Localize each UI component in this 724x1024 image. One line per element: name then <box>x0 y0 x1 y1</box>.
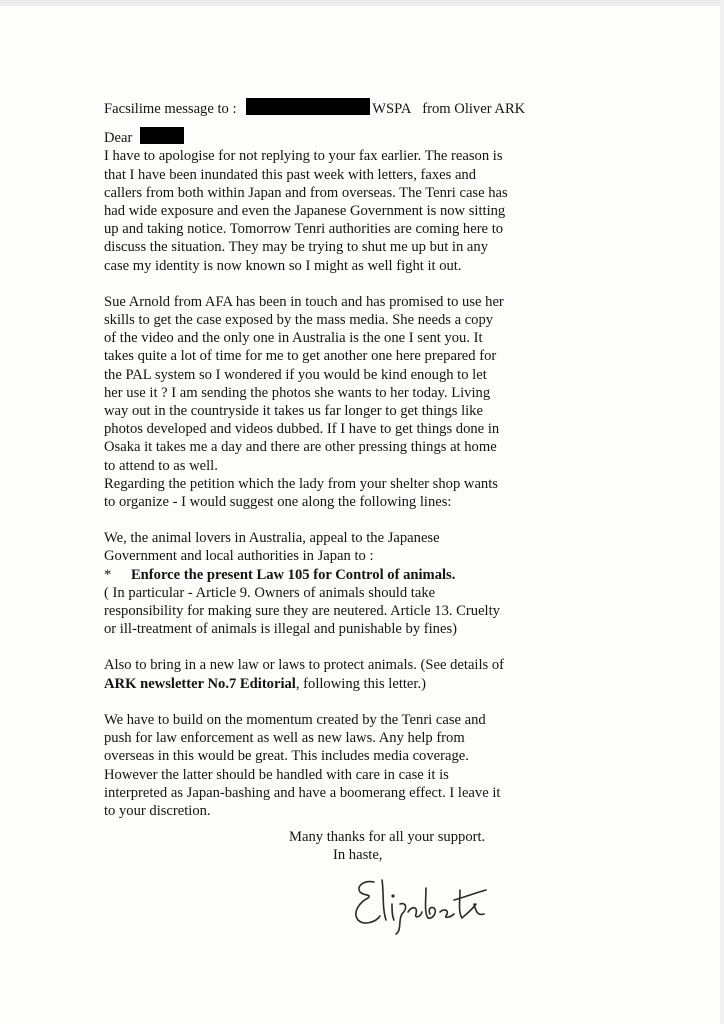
paragraph-5 <box>104 584 624 639</box>
text-line: up and taking notice. Tomorrow Tenri authorities are coming here to <box>104 221 504 238</box>
paragraph-7 <box>104 711 624 820</box>
text-line: overseas in this would be great. This includes media coverage. <box>104 748 469 765</box>
paragraph-4 <box>104 529 624 565</box>
letter-body <box>104 98 624 865</box>
bullet-marker: * <box>104 566 112 583</box>
text-line: Government and local authorities in Japan to : <box>104 548 374 565</box>
redacted-recipient <box>246 98 370 115</box>
text-line: However the latter should be handled with care in case it is <box>104 766 449 783</box>
fax-header-from: from Oliver ARK <box>422 101 526 117</box>
text-line: her use it ? I am sending the photos she wants to her today. Living <box>104 384 491 401</box>
text-line: to attend to as well. <box>104 457 218 474</box>
text-line: skills to get the case exposed by the mass media. She needs a copy <box>104 312 494 329</box>
scan-edge-top <box>0 0 724 6</box>
text-line: responsibility for making sure they are neutered. Article 13. Cruelty <box>104 603 500 620</box>
text-line: interpreted as Japan-bashing and have a boomerang effect. I leave it <box>104 784 501 801</box>
fax-header <box>104 98 624 118</box>
fax-header-prefix: Facsilime message to : <box>104 101 237 117</box>
text-line: to your discretion. <box>104 802 211 819</box>
text-fragment: , following this letter.) <box>295 675 426 692</box>
text-line: Osaka it takes me a day and there are other pressing things at home <box>104 439 497 456</box>
text-line: the PAL system so I wondered if you would be kind enough to let <box>104 366 487 383</box>
newsletter-reference: ARK newsletter No.7 Editorial <box>104 675 296 692</box>
text-line: case my identity is now known so I might as well fight it out. <box>104 257 462 274</box>
paragraph-1 <box>104 147 624 274</box>
redacted-name <box>140 127 184 144</box>
text-line: to organize - I would suggest one along the following lines: <box>104 494 452 511</box>
bullet-line <box>104 566 624 584</box>
closing-thanks: Many thanks for all your support. <box>289 829 486 846</box>
text-line: callers from both within Japan and from overseas. The Tenri case has <box>104 184 508 201</box>
text-line: We, the animal lovers in Australia, appeal to the Japanese <box>104 530 440 547</box>
fax-header-org: WSPA <box>372 101 411 117</box>
paragraph-6 <box>104 656 624 692</box>
text-line: I have to apologise for not replying to your fax earlier. The reason is <box>104 148 503 165</box>
text-line: way out in the countryside it takes us far longer to get things like <box>104 403 483 420</box>
salutation: Dear <box>104 130 133 147</box>
text-line: had wide exposure and even the Japanese Government is now sitting <box>104 203 506 220</box>
bullet-text: Enforce the present Law 105 for Control of animals. <box>130 566 456 583</box>
text-line: ( In particular - Article 9. Owners of animals should take <box>104 584 436 601</box>
text-line: of the video and the only one in Australia is the one I sent you. It <box>104 330 483 347</box>
text-line: photos developed and videos dubbed. If I have to get things done in <box>104 421 500 438</box>
scan-edge-right <box>720 0 724 1024</box>
text-line: or ill-treatment of animals is illegal and punishable by fines) <box>104 621 457 638</box>
paragraph-2 <box>104 293 624 475</box>
salutation-line <box>104 127 624 147</box>
text-line <box>104 675 624 693</box>
text-line: We have to build on the momentum created by the Tenri case and <box>104 711 486 728</box>
text-line: push for law enforcement as well as new laws. Any help from <box>104 730 465 747</box>
text-line: Also to bring in a new law or laws to protect animals. (See details of <box>104 657 505 674</box>
text-line: takes quite a lot of time for me to get another one here prepared for <box>104 348 497 365</box>
text-line: discuss the situation. They may be trying to shut me up but in any <box>104 239 488 256</box>
handwritten-signature <box>346 868 526 938</box>
closing-haste: In haste, <box>333 847 383 864</box>
paragraph-3 <box>104 475 624 511</box>
text-line: Sue Arnold from AFA has been in touch and has promised to use her <box>104 293 504 310</box>
text-line: Regarding the petition which the lady from your shelter shop wants <box>104 475 498 492</box>
text-line: that I have been inundated this past week with letters, faxes and <box>104 166 477 183</box>
